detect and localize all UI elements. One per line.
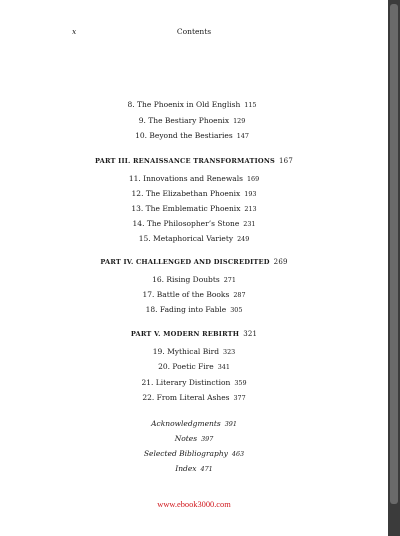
toc-page-number: 213 — [244, 205, 257, 213]
toc-entry-title: 21. Literary Distinction — [141, 378, 231, 387]
toc-entry[interactable] — [0, 234, 388, 243]
toc-entry[interactable] — [0, 305, 388, 314]
toc-page-number: 341 — [217, 363, 230, 371]
toc-part-heading[interactable] — [0, 330, 388, 338]
toc-page-number: 249 — [237, 235, 250, 243]
toc-entry-title: 8. The Phoenix in Old English — [127, 100, 241, 109]
toc-entry-title: 17. Battle of the Books — [142, 290, 230, 299]
toc-entry-title: 11. Innovations and Renewals — [128, 174, 243, 183]
watermark-link[interactable]: www.ebook3000.com — [157, 500, 231, 509]
toc-page-number: 115 — [244, 101, 257, 109]
toc-entry-title: 19. Mythical Bird — [152, 347, 220, 356]
toc-page-number: 359 — [234, 379, 247, 387]
toc-page-number: 269 — [273, 258, 288, 266]
toc-entry-title: Notes — [174, 434, 198, 443]
toc-entry-title: 15. Metaphorical Variety — [138, 234, 234, 243]
toc-entry[interactable] — [0, 275, 388, 284]
toc-entry-title: 13. The Emblematic Phoenix — [131, 204, 241, 213]
toc-page-number: 193 — [244, 190, 257, 198]
toc-entry[interactable] — [0, 189, 388, 198]
toc-entry[interactable] — [0, 393, 388, 402]
toc-entry-title: 12. The Elizabethan Phoenix — [131, 189, 241, 198]
toc-page-number: 169 — [246, 175, 260, 183]
toc-entry-title: 22. From Literal Ashes — [142, 393, 230, 402]
toc-entry[interactable] — [0, 131, 386, 140]
running-page-number: x — [72, 27, 77, 36]
toc-page-number: 463 — [231, 450, 245, 458]
toc-entry-title: 16. Rising Doubts — [152, 275, 220, 284]
toc-page-number: 377 — [233, 394, 246, 402]
toc-entry-title: Selected Bibliography — [143, 449, 228, 458]
toc-page-number: 147 — [236, 132, 249, 140]
toc-entry[interactable] — [0, 464, 388, 473]
toc-entry[interactable] — [0, 100, 386, 109]
toc-page-number: 129 — [233, 117, 246, 125]
running-header-title: Contents — [176, 27, 212, 36]
toc-entry-title: PART V. MODERN REBIRTH — [130, 330, 240, 338]
toc-page-number: 231 — [243, 220, 256, 228]
toc-page-number: 167 — [279, 157, 293, 165]
toc-entry-title: 18. Fading into Fable — [145, 305, 227, 314]
toc-entry[interactable] — [0, 219, 388, 228]
toc-entry[interactable] — [0, 378, 388, 387]
scrollbar-thumb[interactable] — [390, 4, 398, 504]
toc-entry-title: Acknowledgments — [151, 419, 221, 428]
toc-entry[interactable] — [0, 434, 388, 443]
toc-entry-title: 20. Poetic Fire — [158, 362, 214, 371]
toc-entry[interactable] — [0, 116, 386, 125]
toc-entry[interactable] — [0, 362, 388, 371]
toc-entry-title: 9. The Bestiary Phoenix — [138, 116, 230, 125]
vertical-scrollbar[interactable] — [388, 0, 400, 536]
toc-page-number: 321 — [243, 330, 258, 338]
toc-entry-title: 10. Beyond the Bestiaries — [135, 131, 233, 140]
toc-entry-title: Index — [175, 464, 197, 473]
toc-part-heading[interactable] — [0, 258, 388, 266]
toc-entry[interactable] — [0, 290, 388, 299]
toc-page-number: 471 — [200, 465, 213, 473]
toc-entry[interactable] — [0, 419, 388, 428]
toc-entry[interactable] — [0, 204, 388, 213]
toc-page-number: 397 — [201, 435, 214, 443]
toc-entry-title: PART IV. CHALLENGED AND DISCREDITED — [100, 258, 270, 266]
toc-page-number: 323 — [223, 348, 236, 356]
toc-entry[interactable] — [0, 174, 388, 183]
toc-entry[interactable] — [0, 449, 388, 458]
toc-part-heading[interactable] — [0, 157, 388, 165]
toc-page-number: 271 — [223, 276, 236, 284]
toc-page-number: 305 — [230, 306, 243, 314]
toc-entry-title: 14. The Philosopher’s Stone — [132, 219, 240, 228]
toc-page-number: 287 — [233, 291, 246, 299]
toc-entry[interactable] — [0, 347, 388, 356]
toc-page-number: 391 — [224, 420, 237, 428]
toc-entry-title: PART III. RENAISSANCE TRANSFORMATIONS — [95, 157, 276, 165]
